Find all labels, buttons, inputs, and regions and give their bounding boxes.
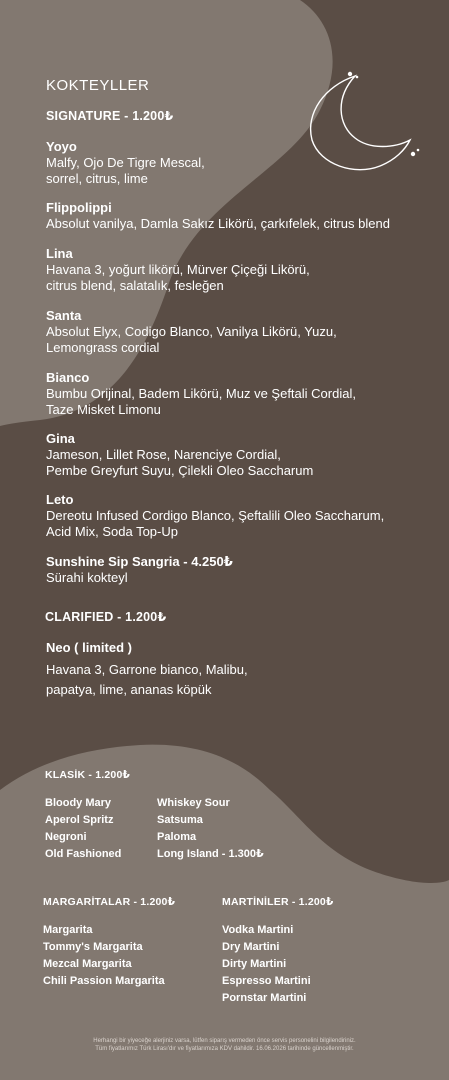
item-desc: Absolut vanilya, Damla Sakız Likörü, çarkıfelek, citrus blend [46,216,390,231]
menu-item-leto [46,492,436,540]
martiniler-heading: MARTİNİLER - 1.200₺ [222,896,334,908]
list-item: Margarita [43,924,93,936]
page-title: KOKTEYLLER [46,77,150,94]
item-name: Neo ( limited ) [46,640,132,655]
klasik-list-col2 [157,795,264,863]
list-item: Paloma [157,831,197,843]
item-name: Gina [46,431,75,446]
list-item: Whiskey Sour [157,797,230,809]
klasik-heading: KLASİK - 1.200₺ [45,769,130,781]
item-name: Flippolippi [46,200,112,215]
menu-item-gina [46,431,436,479]
list-item: Old Fashioned [45,848,122,860]
klasik-list-col1 [45,795,121,863]
list-item: Mezcal Margarita [43,958,132,970]
menu-item-bianco [46,370,436,418]
item-desc: Sürahi kokteyl [46,570,128,585]
item-desc: Absolut Elyx, Codigo Blanco, Vanilya Likörü, Yuzu, Lemongrass cordial [46,324,337,355]
menu-item-sangria [46,554,436,586]
list-item: Pornstar Martini [222,992,307,1004]
item-name: Sunshine Sip Sangria - 4.250₺ [46,554,233,569]
menu-item-neo [46,640,436,700]
item-name: Leto [46,492,74,507]
margaritalar-heading: MARGARİTALAR - 1.200₺ [43,896,176,908]
item-desc: Malfy, Ojo De Tigre Mescal, sorrel, citrus, lime [46,155,205,186]
item-desc-line2: papatya, lime, ananas köpük [46,682,212,697]
menu-item-flippolippi [46,200,436,232]
list-item: Vodka Martini [222,924,294,936]
menu-item-santa [46,308,436,356]
list-item: Dry Martini [222,941,280,953]
list-item: Negroni [45,831,87,843]
item-desc: Bumbu Orijinal, Badem Likörü, Muz ve Şeftali Cordial, Taze Misket Limonu [46,386,356,417]
list-item: Satsuma [157,814,203,826]
item-desc: Havana 3, yoğurt likörü, Mürver Çiçeği Likörü, citrus blend, salatalık, fesleğen [46,262,310,293]
menu-item-lina [46,246,436,294]
footer-note [0,1037,449,1053]
item-name: Bianco [46,370,90,385]
footer-line: Herhangi bir yiyeceğe alerjiniz varsa, lütfen siparış vermeden önce servis personelini bilgilendiriniz. [93,1038,356,1044]
list-item: Long Island - 1.300₺ [157,848,264,860]
list-item: Aperol Spritz [45,814,114,826]
margaritalar-list [43,922,165,990]
item-name: Santa [46,308,82,323]
list-item: Espresso Martini [222,975,311,987]
list-item: Bloody Mary [45,797,112,809]
item-desc: Dereotu Infused Cordigo Blanco, Şeftalili Oleo Saccharum, Acid Mix, Soda Top-Up [46,508,385,539]
martiniler-list [222,922,311,1007]
menu-item-yoyo [46,139,436,187]
list-item: Tommy's Margarita [43,941,143,953]
item-desc: Jameson, Lillet Rose, Narenciye Cordial, Pembe Greyfurt Suyu, Çilekli Oleo Saccharum [46,447,314,478]
item-name: Yoyo [46,139,77,154]
clarified-heading: CLARIFIED - 1.200₺ [45,610,167,624]
item-name: Lina [46,246,73,261]
footer-line: Tüm fiyatlarımız Türk Lirası'dır ve fiyatlarımıza KDV dahildir. 16.06.2026 tarihinde güncellenmiştir. [95,1046,354,1052]
item-desc-line1: Havana 3, Garrone bianco, Malibu, [46,662,248,677]
list-item: Dirty Martini [222,958,287,970]
signature-heading: SIGNATURE - 1.200₺ [46,109,174,123]
list-item: Chili Passion Margarita [43,975,165,987]
